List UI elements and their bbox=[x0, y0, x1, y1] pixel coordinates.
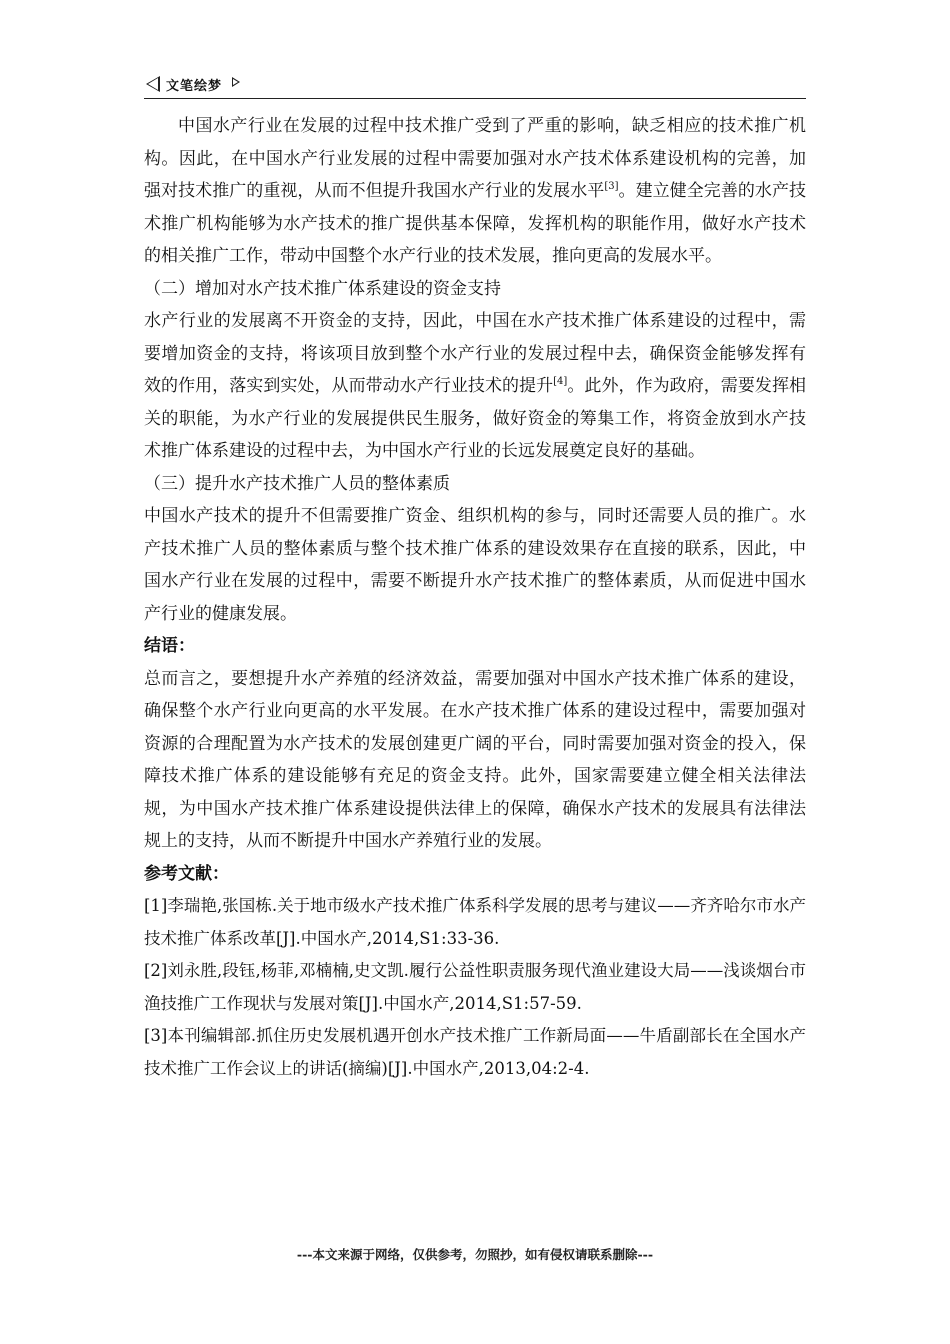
right-triangle-icon bbox=[232, 77, 240, 87]
paragraph-3: 中国水产技术的提升不但需要推广资金、组织机构的参与，同时还需要人员的推广。水产技术推广人员的整体素质与整个技术推广体系的建设效果存在直接的联系，因此，中国水产行业在发展的过程中，需要不断提升水产技术推广的整体素质，从而促进中国水产行业的健康发展。 bbox=[144, 506, 806, 624]
page-header bbox=[144, 72, 806, 99]
paragraph-2-text: 水产行业的发展离不开资金的支持，因此，中国在水产技术推广体系建设的过程中，需要增加资金的支持，将该项目放到整个水产行业的发展过程中去，确保资金能够发挥有效的作用，落实到实处，从而带动水产行业技术的提升 bbox=[144, 311, 806, 396]
section-heading-2: （二）增加对水产技术推广体系建设的资金支持 bbox=[144, 278, 501, 299]
paragraph-2 bbox=[144, 305, 806, 468]
citation-4: [4] bbox=[553, 376, 568, 387]
reference-item-3: [3]本刊编辑部.抓住历史发展机遇开创水产技术推广工作新局面——牛盾副部长在全国水产技术推广工作会议上的讲话(摘编)[J].中国水产,2013,04:2-4. bbox=[144, 1026, 806, 1078]
reference-item-2: [2]刘永胜,段钰,杨菲,邓楠楠,史文凯.履行公益性职责服务现代渔业建设大局——浅谈烟台市渔技推广工作现状与发展对策[J].中国水产,2014,S1:57-59. bbox=[144, 961, 806, 1013]
paragraph-1 bbox=[144, 110, 806, 273]
page-footer-notice: ---本文来源于网络，仅供参考，勿照抄，如有侵权请联系删除--- bbox=[296, 1247, 654, 1262]
reference-item-1: [1]李瑞艳,张国栋.关于地市级水产技术推广体系科学发展的思考与建议——齐齐哈尔市水产技术推广体系改革[J].中国水产,2014,S1:33-36. bbox=[144, 896, 806, 948]
citation-3: [3] bbox=[604, 181, 619, 192]
document-body bbox=[144, 110, 806, 1085]
section-heading-3: （三）提升水产技术推广人员的整体素质 bbox=[144, 473, 450, 494]
paragraph-1-text: 中国水产行业在发展的过程中技术推广受到了严重的影响，缺乏相应的技术推广机构。因此，在中国水产行业发展的过程中需要加强对水产技术体系建设机构的完善，加强对技术推广的重视，从而不但提升我国水产行业的发展水平 bbox=[144, 116, 806, 201]
conclusion-paragraph: 总而言之，要想提升水产养殖的经济效益，需要加强对中国水产技术推广体系的建设，确保整个水产行业向更高的水平发展。在水产技术推广体系的建设过程中，需要加强对资源的合理配置为水产技术的发展创建更广阔的平台，同时需要加强对资金的投入，保障技术推广体系的建设能够有充足的资金支持。此外，国家需要建立健全相关法律法规，为中国水产技术推广体系建设提供法律上的保障，确保水产技术的发展具有法律法规上的支持，从而不断提升中国水产养殖行业的发展。 bbox=[144, 668, 806, 851]
paragraph-2-tail: 。此外，作为政府，需要发挥相关的职能，为水产行业的发展提供民生服务，做好资金的筹集工作，将资金放到水产技术推广体系建设的过程中去，为中国水产行业的长远发展奠定良好的基础。 bbox=[144, 376, 807, 461]
left-triangle-icon bbox=[146, 76, 160, 92]
references-heading: 参考文献： bbox=[144, 863, 229, 884]
paragraph-1-tail: 。建立健全完善的水产技术推广机构能够为水产技术的推广提供基本保障，发挥机构的职能作用，做好水产技术的相关推广工作，带动中国整个水产行业的技术发展，推向更高的发展水平。 bbox=[144, 181, 807, 266]
conclusion-heading: 结语： bbox=[144, 636, 195, 656]
header-brand: 文笔绘梦 bbox=[166, 79, 223, 94]
